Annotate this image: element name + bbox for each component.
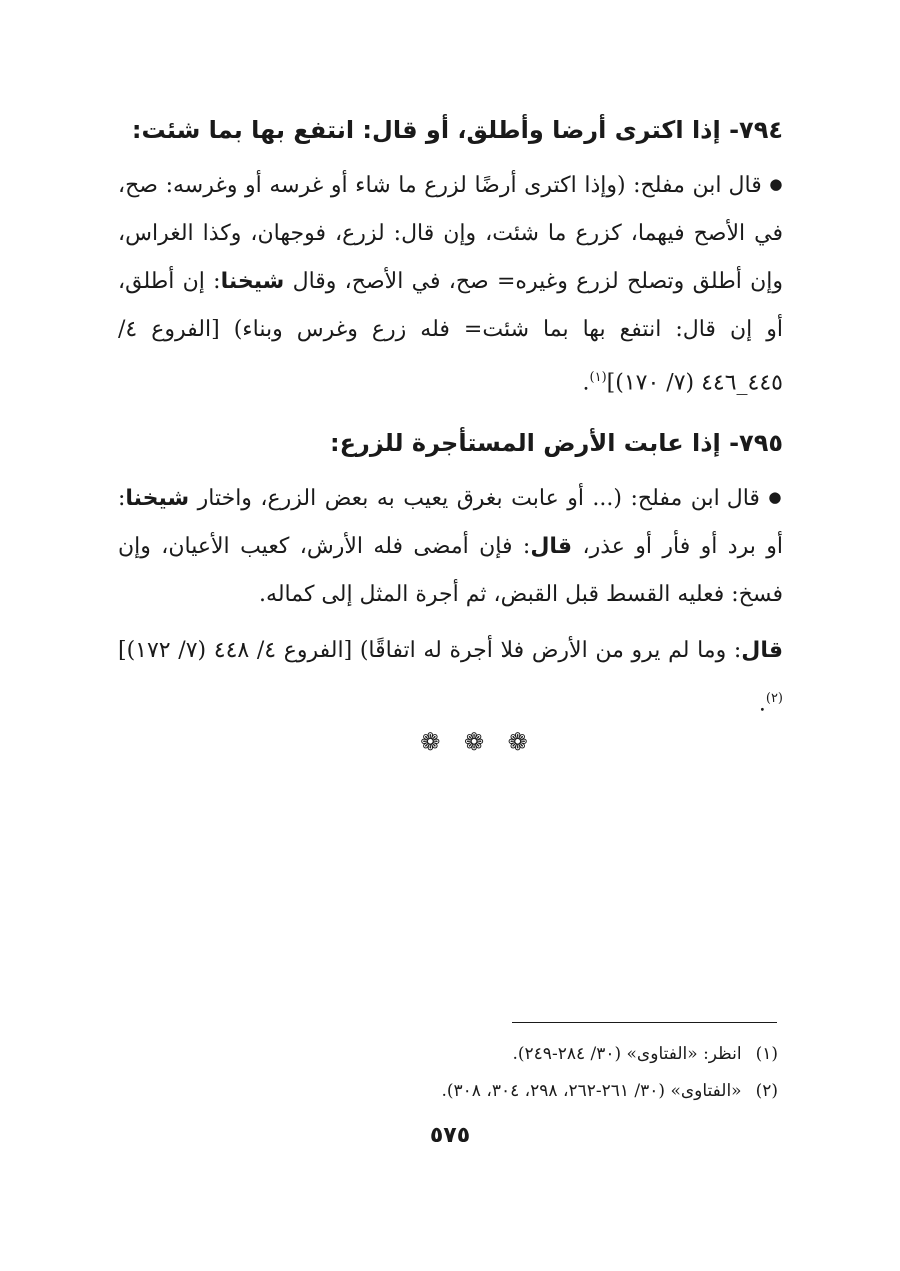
- section-794: [118, 100, 783, 407]
- section-795: [118, 413, 783, 728]
- footnotes: [118, 1036, 778, 1110]
- page-number: ٥٧٥: [429, 1123, 471, 1148]
- paragraph: [118, 473, 783, 619]
- bold-term: شيخنا: [220, 269, 285, 294]
- paragraph: [118, 627, 783, 728]
- paragraph-text: قال ابن مفلح: (وإذا اكترى أرضًا لزرع ما شاء أو غرسه أو وغرسه: صح، في الأصح فيهما، كزرع ما شئت، وإن قال: لزرع، فوجهان، وكذا الغراس، وإن أطلق وتصلح لزرع وغيره= صح، في الأصح، وقال: [118, 173, 783, 294]
- paragraph-end: .: [758, 691, 766, 717]
- footnote-item: [118, 1073, 778, 1110]
- bullet-icon: ●: [769, 175, 784, 193]
- section-heading: [118, 100, 783, 160]
- footnote-text: انظر: «الفتاوى» (٣٠/ ٢٨٤-٢٤٩).: [512, 1044, 742, 1064]
- paragraph-text: قال ابن مفلح: (... أو عابت بغرق يعيب به بعض الزرع، واختار: [189, 486, 760, 512]
- footnote-item: [118, 1036, 778, 1073]
- footnote-text: «الفتاوى» (٣٠/ ٢٦١-٢٦٢، ٢٩٨، ٣٠٤، ٣٠٨).: [441, 1081, 742, 1101]
- section-number: ٧٩٤: [739, 116, 783, 144]
- paragraph-text: : فإن أمضى فله الأرش، كعيب الأعيان، وإن فسخ: فعليه القسط قبل القبض، ثم أجرة المثل إلى كماله.: [118, 534, 783, 608]
- section-heading: [118, 413, 783, 473]
- footnote-number: (٢): [755, 1081, 778, 1101]
- footnote-divider: [512, 1022, 777, 1023]
- section-number: ٧٩٥: [739, 429, 783, 458]
- bold-term: قال: [530, 534, 573, 560]
- ornament-separator-icon: ❁ ❁ ❁: [420, 728, 536, 756]
- section-title: - إذا اكترى أرضا وأطلق، أو قال: انتفع بها بما شئت:: [131, 116, 740, 144]
- paragraph-end: .: [582, 370, 590, 396]
- paragraph-text: : إن أطلق، أو إن قال: انتفع بها بما شئت= فله زرع وغرس وبناء) [الفروع ٤/ ٤٤٥_٤٤٦ (٧/ ١٧٠)]: [118, 269, 783, 396]
- bold-term: شيخنا: [125, 486, 190, 512]
- paragraph-text: : أو برد أو فأر أو عذر،: [118, 486, 783, 560]
- footnote-ref[interactable]: (١): [589, 370, 607, 385]
- bullet-icon: ●: [768, 488, 783, 507]
- paragraph-text: : وما لم يرو من الأرض فلا أجرة له اتفاقًا) [الفروع ٤/ ٤٤٨ (٧/ ١٧٢)]: [118, 638, 742, 664]
- footnote-number: (١): [755, 1044, 778, 1064]
- page-body: [118, 100, 783, 729]
- bold-term: قال: [741, 638, 784, 664]
- section-title: - إذا عابت الأرض المستأجرة للزرع:: [330, 429, 740, 458]
- footnote-ref[interactable]: (٢): [765, 691, 783, 707]
- paragraph: [118, 160, 783, 407]
